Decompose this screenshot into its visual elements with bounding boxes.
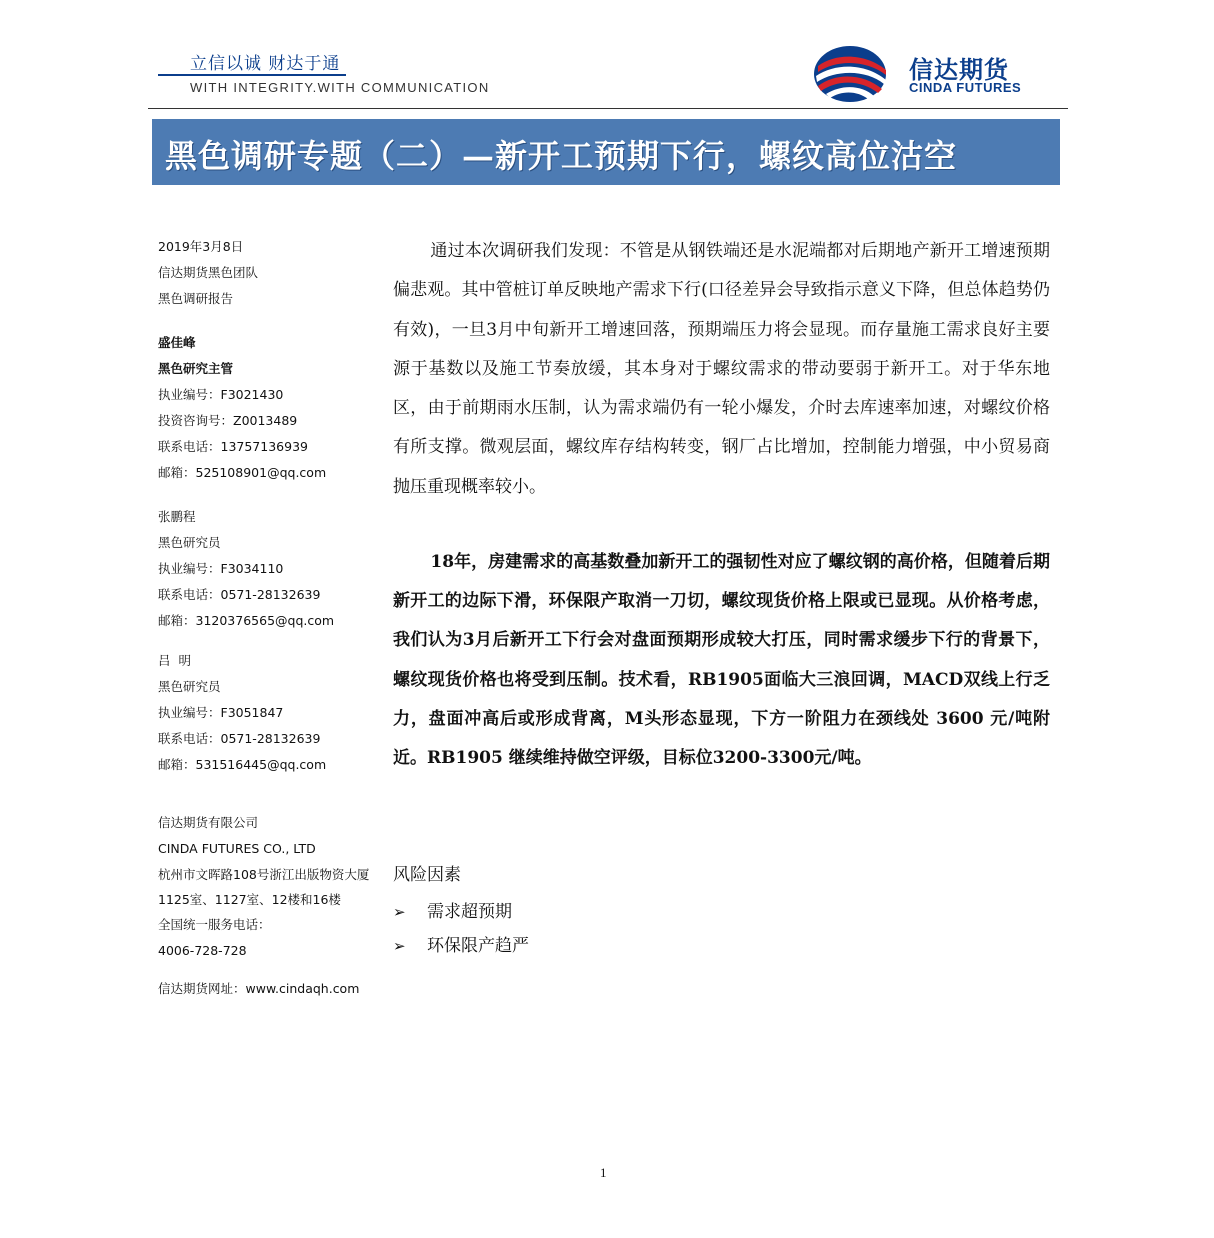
- company-website[interactable]: 信达期货网址：www.cindaqh.com: [158, 981, 360, 996]
- analyst-name: 张鹏程: [158, 509, 196, 524]
- report-date: 2019年3月8日: [158, 239, 244, 254]
- analyst-email[interactable]: 邮箱：525108901@qq.com: [158, 465, 327, 480]
- report-type: 黑色调研报告: [158, 291, 234, 306]
- analyst-card: [158, 504, 378, 634]
- arrow-bullet-icon: ➢: [393, 903, 406, 921]
- slogan-underline: [158, 74, 346, 76]
- risk-item-label: 需求超预期: [427, 902, 512, 922]
- analyst-name: 盛佳峰: [158, 335, 196, 350]
- analyst-consult-number: 投资咨询号：Z0013489: [158, 413, 298, 428]
- analyst-email[interactable]: 邮箱：531516445@qq.com: [158, 757, 327, 772]
- analyst-license: 执业编号：F3021430: [158, 387, 284, 402]
- company-name-en: CINDA FUTURES CO., LTD: [158, 841, 316, 856]
- analyst-phone: 联系电话：0571-28132639: [158, 587, 321, 602]
- slogan-en: WITH INTEGRITY.WITH COMMUNICATION: [190, 80, 490, 95]
- risk-item: [393, 898, 529, 932]
- header-divider: [148, 108, 1068, 109]
- page-number: 1: [600, 1165, 607, 1180]
- slogan-cn: 立信以诚 财达于通: [190, 54, 341, 74]
- analyst-phone: 联系电话：13757136939: [158, 439, 308, 454]
- sidebar: [158, 234, 378, 1002]
- report-title: 黑色调研专题（二）—新开工预期下行，螺纹高位沽空: [165, 137, 958, 175]
- company-name-cn: 信达期货有限公司: [158, 815, 259, 830]
- analyst-role: 黑色研究主管: [158, 361, 234, 376]
- analyst-role: 黑色研究员: [158, 679, 221, 694]
- company-address: 杭州市文晖路108号浙江出版物资大厦1125室、1127室、12楼和16楼: [158, 867, 370, 907]
- analyst-card: [158, 648, 378, 778]
- analyst-name: 吕 明: [158, 653, 191, 668]
- team-name: 信达期货黑色团队: [158, 265, 259, 280]
- body-paragraph-1: 通过本次调研我们发现：不管是从钢铁端还是水泥端都对后期地产新开工增速预期偏悲观。其中管桩订单反映地产需求下行(口径差异会导致指示意义下降，但总体趋势仍有效)，一旦3月中旬新开工增速回落，预期端压力将会显现。而存量施工需求良好主要源于基数以及施工节奏放缓，其本身对于螺纹需求的带动要弱于新开工。对于华东地区，由于前期雨水压制，认为需求端仍有一轮小爆发，介时去库速率加速，对螺纹价格有所支撑。微观层面，螺纹库存结构转变，钢厂占比增加，控制能力增强，中小贸易商抛压重现概率较小。: [393, 241, 1050, 497]
- risk-item-label: 环保限产趋严: [427, 936, 529, 956]
- risk-item: [393, 932, 529, 966]
- analyst-card: [158, 330, 378, 486]
- body-paragraph-2: 18年，房建需求的高基数叠加新开工的强韧性对应了螺纹钢的高价格，但随着后期新开工的边际下滑，环保限产取消一刀切，螺纹现货价格上限或已显现。从价格考虑，我们认为3月后新开工下行会对盘面预期形成较大打压，同时需求缓步下行的背景下，螺纹现货价格也将受到压制。技术看，RB1905面临大三浪回调，MACD双线上行乏力，盘面冲高后或形成背离，M头形态显现，下方一阶阻力在颈线处 3600 元/吨附近。RB1905 继续维持做空评级，目标位3200-3300元/吨。: [393, 552, 1050, 769]
- report-body: [393, 232, 1050, 956]
- analyst-role: 黑色研究员: [158, 535, 221, 550]
- logo-text-en: CINDA FUTURES: [909, 80, 1022, 95]
- logo-text-cn: 信达期货: [909, 56, 1009, 84]
- analyst-license: 执业编号：F3034110: [158, 561, 284, 576]
- hotline-number: 4006-728-728: [158, 943, 247, 958]
- analyst-license: 执业编号：F3051847: [158, 705, 284, 720]
- hotline-label: 全国统一服务电话：: [158, 917, 271, 932]
- risk-section-title: 风险因素: [393, 865, 461, 885]
- analyst-email[interactable]: 邮箱：3120376565@qq.com: [158, 613, 335, 628]
- analyst-phone: 联系电话：0571-28132639: [158, 731, 321, 746]
- risk-list: [393, 898, 529, 966]
- arrow-bullet-icon: ➢: [393, 937, 406, 955]
